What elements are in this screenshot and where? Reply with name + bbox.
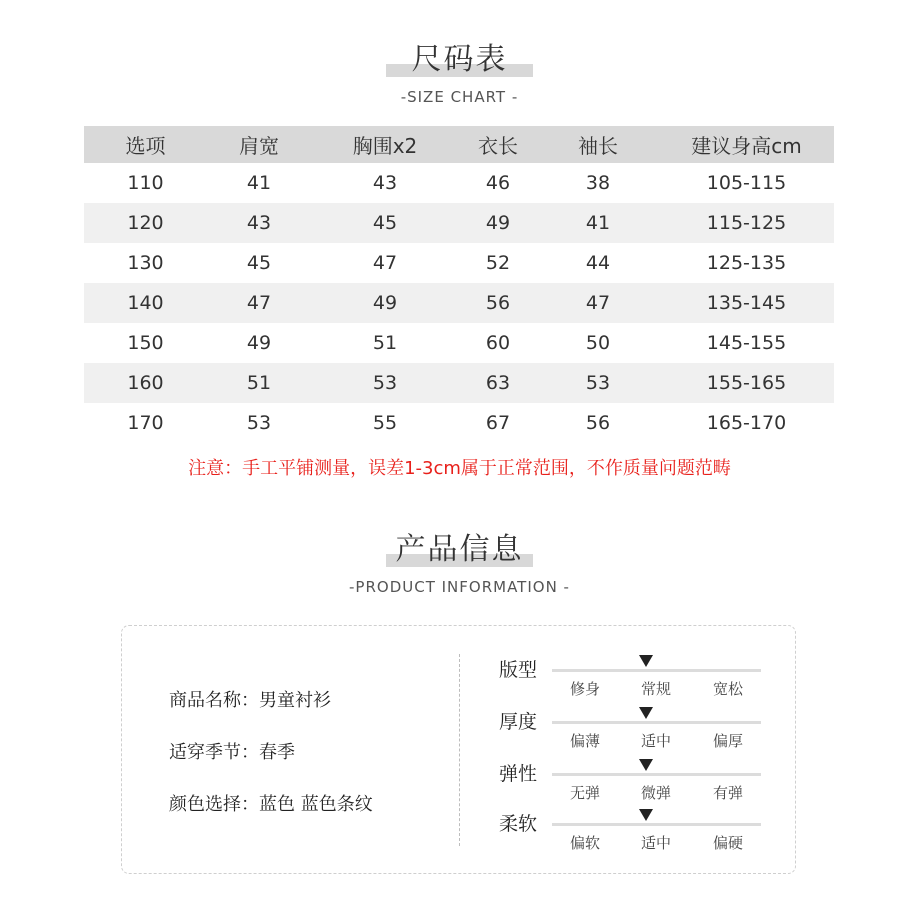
scale-option: 常规 — [640, 680, 671, 698]
table-cell: 43 — [246, 212, 272, 234]
table-row — [84, 163, 834, 203]
table-cell: 44 — [585, 252, 611, 274]
table-row — [84, 243, 834, 283]
table-cell: 49 — [372, 292, 398, 314]
scale-track — [552, 823, 761, 826]
product-colors: 颜色选择：蓝色 蓝色条纹 — [169, 794, 373, 815]
table-cell: 41 — [585, 212, 611, 234]
table-cell: 49 — [485, 212, 511, 234]
scale-track — [552, 669, 761, 672]
elasticity-scale — [499, 759, 769, 802]
info-divider — [459, 654, 460, 846]
table-cell: 145-155 — [706, 332, 787, 354]
header-cell-shoulder: 肩宽 — [239, 134, 279, 158]
scale-option: 偏软 — [569, 834, 600, 852]
fit-scale-label: 版型 — [499, 659, 538, 681]
header-cell-length: 衣长 — [478, 134, 518, 158]
table-cell: 41 — [246, 172, 272, 194]
product-info-heading — [0, 532, 919, 596]
table-cell: 51 — [372, 332, 398, 354]
scale-marker-icon — [639, 655, 653, 667]
thickness-scale — [499, 707, 769, 750]
scale-track — [552, 773, 761, 776]
scale-option: 无弹 — [569, 784, 600, 802]
table-cell: 135-145 — [706, 292, 787, 314]
table-cell: 67 — [485, 412, 511, 434]
table-cell: 38 — [585, 172, 611, 194]
table-row — [84, 363, 834, 403]
size-chart-heading — [0, 42, 919, 106]
table-cell: 51 — [246, 372, 272, 394]
table-cell: 63 — [485, 372, 511, 394]
table-row — [84, 203, 834, 243]
table-cell: 120 — [127, 212, 164, 234]
table-cell: 46 — [485, 172, 511, 194]
scale-marker-icon — [639, 707, 653, 719]
table-cell: 155-165 — [706, 372, 787, 394]
size-chart-subtitle: -SIZE CHART - — [400, 88, 519, 106]
product-info-subtitle: -PRODUCT INFORMATION - — [349, 578, 570, 596]
scale-option: 偏厚 — [712, 732, 743, 750]
softness-scale-label: 柔软 — [499, 813, 538, 835]
scale-option: 修身 — [569, 680, 600, 698]
thickness-scale-label: 厚度 — [499, 711, 538, 733]
table-cell: 140 — [127, 292, 164, 314]
scale-option: 偏硬 — [712, 834, 743, 852]
scale-option: 微弹 — [640, 784, 671, 802]
scale-marker-icon — [639, 809, 653, 821]
table-cell: 56 — [485, 292, 511, 314]
table-cell: 45 — [372, 212, 398, 234]
scale-option: 适中 — [640, 834, 671, 852]
table-cell: 49 — [246, 332, 272, 354]
table-cell: 115-125 — [706, 212, 787, 234]
table-cell: 125-135 — [706, 252, 787, 274]
fit-scale — [499, 655, 769, 698]
product-info-title: 产品信息 — [395, 532, 524, 567]
product-info-box — [121, 625, 796, 874]
table-cell: 47 — [585, 292, 611, 314]
product-season: 适穿季节：春季 — [169, 742, 295, 763]
table-cell: 50 — [585, 332, 611, 354]
table-cell: 47 — [372, 252, 398, 274]
table-cell: 160 — [127, 372, 164, 394]
elasticity-scale-label: 弹性 — [499, 763, 538, 785]
table-cell: 53 — [585, 372, 611, 394]
table-cell: 130 — [127, 252, 164, 274]
table-cell: 47 — [246, 292, 272, 314]
scale-option: 宽松 — [712, 680, 743, 698]
table-cell: 53 — [246, 412, 272, 434]
scale-option: 适中 — [640, 732, 671, 750]
table-cell: 45 — [246, 252, 272, 274]
table-cell: 55 — [372, 412, 398, 434]
size-chart-title: 尺码表 — [411, 42, 508, 77]
table-cell: 43 — [372, 172, 398, 194]
table-cell: 52 — [485, 252, 511, 274]
header-cell-height: 建议身高cm — [691, 134, 802, 158]
scale-track — [552, 721, 761, 724]
header-cell-sleeve: 袖长 — [578, 134, 618, 158]
header-cell-option: 选项 — [125, 134, 166, 158]
scale-option: 偏薄 — [569, 732, 600, 750]
table-cell: 165-170 — [706, 412, 787, 434]
product-name: 商品名称：男童衬衫 — [169, 690, 331, 711]
table-cell: 56 — [585, 412, 611, 434]
table-cell: 105-115 — [706, 172, 787, 194]
table-row — [84, 403, 834, 443]
size-table — [84, 126, 834, 443]
scale-option: 有弹 — [712, 784, 743, 802]
table-header-row — [84, 126, 834, 163]
measurement-note: 注意：手工平铺测量，误差1-3cm属于正常范围，不作质量问题范畴 — [188, 458, 731, 479]
header-cell-chest: 胸围x2 — [352, 134, 418, 158]
table-cell: 150 — [127, 332, 164, 354]
table-cell: 110 — [127, 172, 164, 194]
table-cell: 170 — [127, 412, 164, 434]
table-cell: 53 — [372, 372, 398, 394]
table-cell: 60 — [485, 332, 511, 354]
softness-scale — [499, 809, 769, 852]
table-row — [84, 323, 834, 363]
scale-marker-icon — [639, 759, 653, 771]
table-row — [84, 283, 834, 323]
